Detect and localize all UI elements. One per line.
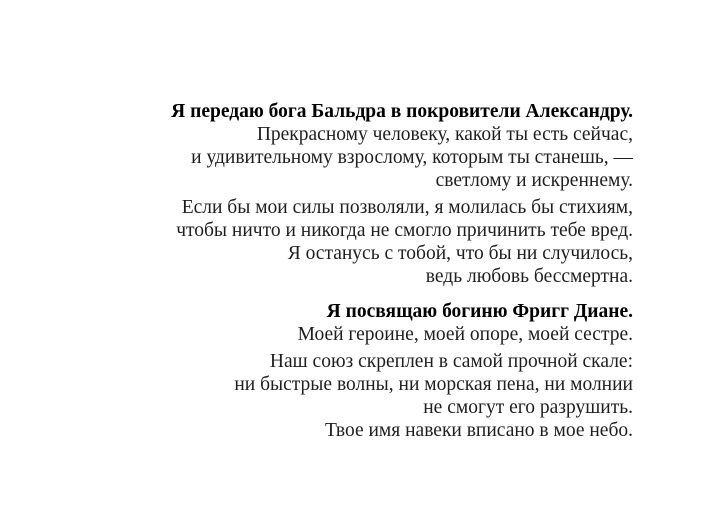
dedication-paragraph [47, 123, 633, 192]
dedications [47, 100, 633, 442]
text-line: Я останусь с тобой, что бы ни случилось, [287, 243, 633, 264]
dedication-paragraph [47, 323, 633, 346]
text-line: светлому и искреннему. [435, 170, 633, 191]
text-line: Твое имя навеки вписано в мое небо. [324, 420, 633, 441]
text-line: не смогут его разрушить. [423, 397, 633, 418]
dedication-paragraph [47, 350, 633, 442]
dedication-block [47, 300, 633, 442]
text-line: Если бы мои силы позволяли, я молилась бы стихиям, [181, 197, 633, 218]
dedication-title: Я передаю бога Бальдра в покровители Александру. [171, 101, 633, 122]
text-line: Наш союз скреплен в самой прочной скале: [269, 351, 633, 372]
text-line: ведь любовь бессмертна. [425, 266, 633, 287]
dedication-title: Я посвящаю богиню Фригг Диане. [326, 301, 633, 322]
text-line: чтобы ничто и никогда не смогло причинить тебе вред. [176, 220, 633, 241]
dedication-block [47, 100, 633, 288]
text-line: Моей героине, моей опоре, моей сестре. [297, 324, 633, 345]
text-line: и удивительному взрослому, которым ты станешь, — [191, 147, 633, 168]
dedication-paragraph [47, 196, 633, 288]
text-line: ни быстрые волны, ни морская пена, ни молнии [234, 374, 633, 395]
text-line: Прекрасному человеку, какой ты есть сейчас, [256, 124, 633, 145]
